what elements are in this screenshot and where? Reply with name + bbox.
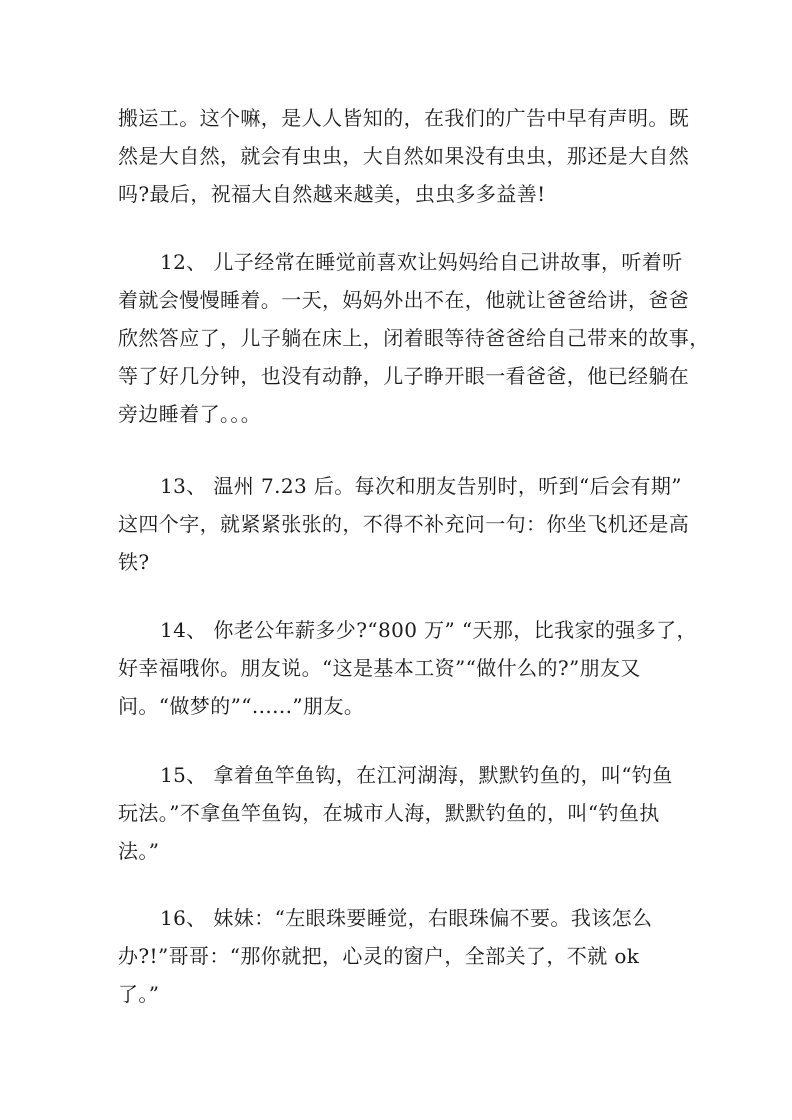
text-line: 玩法。”不拿鱼竿鱼钩，在城市人海，默默钓鱼的，叫“钓鱼执	[118, 801, 660, 825]
text-line: 铁?	[118, 550, 150, 574]
text-line: 了。”	[118, 982, 160, 1006]
text-line: 15、 拿着鱼竿鱼钩，在江河湖海，默默钓鱼的，叫“钓鱼	[160, 763, 673, 787]
text-line: 旁边睡着了。。。	[118, 402, 262, 426]
text-line: 吗?最后，祝福大自然越来越美，虫虫多多益善!	[118, 182, 546, 206]
paragraph-15	[118, 756, 678, 870]
text-line: 13、 温州 7.23 后。每次和朋友告别时，听到“后会有期”	[160, 474, 682, 498]
text-line: 办?!”哥哥：“那你就把，心灵的窗户，全部关了，不就 ok	[118, 944, 640, 968]
text-line: 16、 妹妹：“左眼珠要睡觉，右眼珠偏不要。我该怎么	[160, 906, 653, 930]
text-line: 好幸福哦你。朋友说。“这是基本工资”“做什么的?”朋友又	[118, 656, 641, 680]
text-line: 然是大自然，就会有虫虫，大自然如果没有虫虫，那还是大自然	[118, 144, 690, 168]
paragraph-13	[118, 467, 690, 581]
text-line: 着就会慢慢睡着。一天，妈妈外出不在，他就让爸爸给讲，爸爸	[118, 288, 690, 312]
text-line: 12、 儿子经常在睡觉前喜欢让妈妈给自己讲故事，听着听	[160, 250, 683, 274]
paragraph-continuation	[118, 99, 690, 213]
paragraph-16	[118, 899, 678, 1013]
text-line: 等了好几分钟，也没有动静，儿子睁开眼一看爸爸，他已经躺在	[118, 364, 690, 388]
text-line: 欣然答应了，儿子躺在床上，闭着眼等待爸爸给自己带来的故事，	[118, 326, 710, 350]
paragraph-14	[118, 611, 697, 725]
text-line: 14、 你老公年薪多少?“800 万” “天那，比我家的强多了，	[160, 618, 697, 642]
text-line: 搬运工。这个嘛，是人人皆知的，在我们的广告中早有声明。既	[118, 106, 690, 130]
text-line: 问。“做梦的”“......”朋友。	[118, 694, 365, 718]
text-line: 这四个字，就紧紧张张的，不得不补充问一句：你坐飞机还是高	[118, 512, 690, 536]
text-line: 法。”	[118, 839, 160, 863]
paragraph-12	[118, 243, 710, 433]
